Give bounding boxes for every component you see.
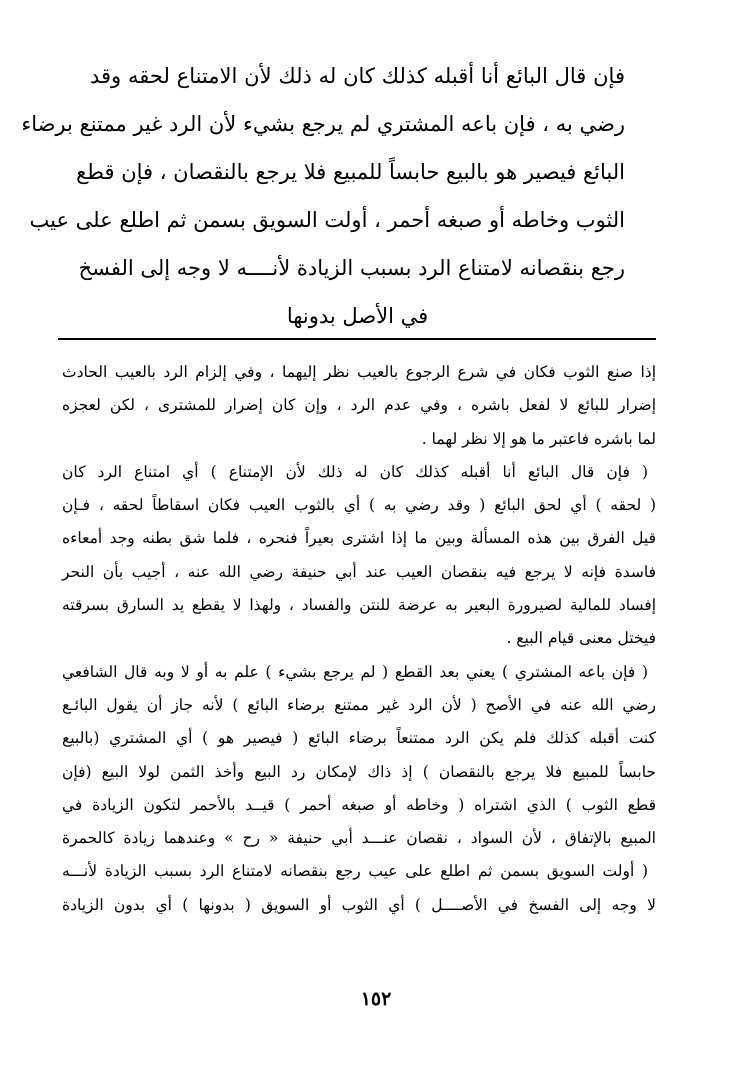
main-text: [21, 52, 625, 340]
main-text-line: الثوب وخاطه أو صبغه أحمر ، أولت السويق بسمن ثم اطلع على عيب: [29, 208, 625, 232]
main-text-line: البائع فيصير هو بالبيع حابساً للمبيع فلا يرجع بالنقصان ، فإن قطع: [76, 160, 625, 184]
main-text-line: رجع بنقصانه لامتناع الرد بسبب الزيادة لأنــــه لا وجه إلى الفسخ: [78, 256, 625, 280]
commentary-line: ( فإن قال البائع أنا أقبله كذلك كان له ذلك لأن الإمتناع ) أي امتناع الرد كان: [62, 462, 648, 481]
commentary-text: [62, 356, 656, 922]
commentary-line: لا وجه إلى الفسخ في الأصــــل ) أي الثوب أو السويق ( بدونها ) أي بدون الزيادة: [62, 895, 656, 914]
main-text-line: رضي به ، فإن باعه المشتري لم يرجع بشيء لأن الرد غير ممتنع برضاء: [21, 112, 625, 136]
commentary-line: المبيع بالإتفاق ، لأن السواد ، نقصان عنـــد أبي حنيفة « رح » وعندهما زيادة كالحمرة: [62, 829, 656, 848]
commentary-line: قطع الثوب ) الذي اشتراه ( وخاطه أو صبغه أحمر ) قيــد بالأحمر لتكون الزيادة في: [62, 795, 656, 814]
commentary-line: إذا صنع الثوب فكان في شرع الرجوع بالعيب نظر إليهما ، وفي إلزام الرد بالعيب الحادث: [62, 363, 656, 381]
commentary-line: فاسدة فإنه لا يرجع فيه بنقصان العيب عند أبي حنيفة رضي الله عنه ، أجيب بأن النحر: [62, 562, 656, 581]
page-number: ١٥٢: [360, 988, 392, 1010]
commentary-line: قيل الفرق بين هذه المسألة وبين ما إذا اشترى بعيراً فنحره ، فلما شق بطنه وجد أمعاءه: [62, 529, 656, 548]
commentary-line: لما باشره فاعتبر ما هو إلا نظر لهما .: [421, 429, 656, 448]
commentary-line: إضرار للبائع لا لفعل باشره ، وفي عدم الرد ، وإن كان إضرار للمشترى ، لكن لعجزه: [62, 396, 656, 415]
commentary-line: إفساد للمالية لصيرورة البعير به عرضة للنتن والفساد ، ولهذا لا يقطع يد السارق بسرقته: [62, 596, 656, 615]
commentary-line: حابساً للمبيع فلا يرجع بالنقصان ) إذ ذاك لإمكان رد البيع وأخذ الثمن لولا البيع (فإن: [62, 762, 656, 781]
commentary-line: كنت أقبله كذلك فلم يكن الرد ممتنعاً برضاء البائع ( فيصير هو ) أي المشتري (بالبيع: [62, 729, 656, 748]
commentary-line: ( أولت السويق بسمن ثم اطلع على عيب رجع بنقصانه لامتناع الرد بسبب الزيادة لأنـــه: [62, 862, 648, 881]
commentary-line: ( لحقه ) أي لحق البائع ( وقد رضي به ) أي بالثوب العيب فكان اسقاطاً لحقه ، فـإن: [62, 496, 656, 515]
commentary-line: رضي الله عنه في الأصح ( لأن الرد غير ممتنع برضاء البائع ) لأنه جاز أن يقول البائـع: [62, 695, 656, 714]
separator-rule: [58, 338, 656, 340]
commentary-line: ( فإن باعه المشتري ) يعني بعد القطع ( لم يرجع بشيء ) علم به أو لا وبه قال الشافعي: [62, 662, 648, 681]
commentary-line: فيختل معنى قيام البيع .: [506, 629, 656, 648]
main-text-line: في الأصل بدونها: [286, 304, 429, 328]
main-text-line: فإن قال البائع أنا أقبله كذلك كان له ذلك لأن الامتناع لحقه وقد: [90, 64, 625, 88]
